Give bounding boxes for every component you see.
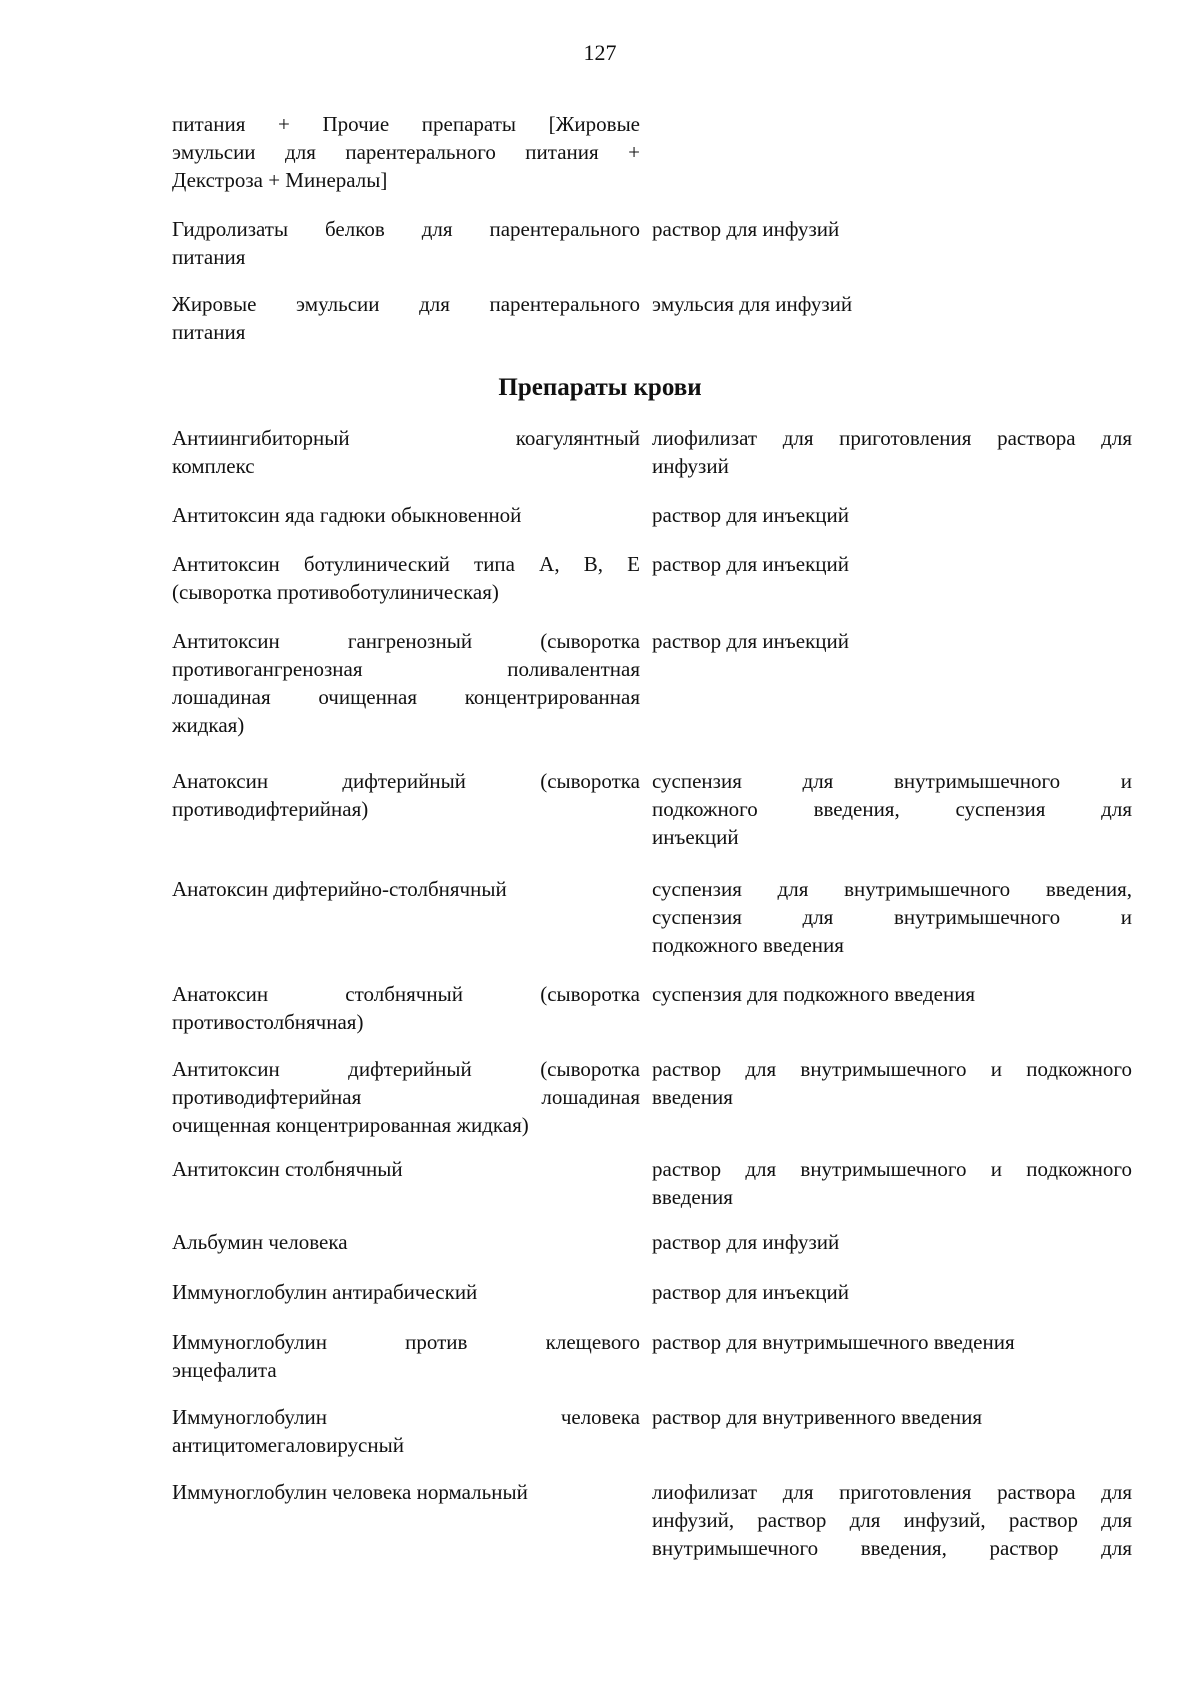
dosage-form — [652, 501, 1132, 529]
drug-name-line: питания — [172, 320, 246, 344]
drug-name-line: питания + Прочие препараты [Жировые — [172, 112, 640, 136]
drug-name — [172, 627, 640, 739]
dosage-form-line: раствор для внутримышечного введения — [652, 1330, 1015, 1354]
drug-name-line: Жировые эмульсии для парентерального — [172, 292, 640, 316]
drug-name — [172, 501, 640, 529]
dosage-form — [652, 1278, 1132, 1306]
drug-name-line: очищенная концентрированная жидкая) — [172, 1113, 529, 1137]
dosage-form — [652, 424, 1132, 480]
dosage-form-line: лиофилизат для приготовления раствора для — [652, 1480, 1132, 1504]
drug-name-line: комплекс — [172, 454, 255, 478]
drug-name-line: Декстроза + Минералы] — [172, 168, 388, 192]
dosage-form-line: суспензия для внутримышечного введения, — [652, 877, 1132, 901]
drug-name-line: Антиингибиторный коагулянтный — [172, 426, 640, 450]
section-title: Препараты крови — [498, 374, 702, 401]
drug-name-line: Иммуноглобулин антирабический — [172, 1280, 478, 1304]
dosage-form-line: суспензия для внутримышечного и — [652, 769, 1132, 793]
drug-name — [172, 980, 640, 1036]
drug-name — [172, 1328, 640, 1384]
drug-name — [172, 1403, 640, 1459]
drug-name-line: Иммуноглобулин человека — [172, 1405, 640, 1429]
drug-name-line: Анатоксин дифтерийный (сыворотка — [172, 769, 640, 793]
dosage-form — [652, 1328, 1132, 1356]
dosage-form-line: раствор для инфузий — [652, 1230, 840, 1254]
drug-name-line: противогангренозная поливалентная — [172, 657, 640, 681]
drug-name — [172, 875, 640, 903]
drug-name — [172, 1155, 640, 1183]
drug-name-line: противодифтерийная) — [172, 797, 369, 821]
dosage-form-line: подкожного введения — [652, 933, 844, 957]
drug-name-line: антицитомегаловирусный — [172, 1433, 404, 1457]
dosage-form — [652, 290, 1132, 318]
drug-name-line: (сыворотка противоботулиническая) — [172, 580, 499, 604]
dosage-form-line: раствор для инфузий — [652, 217, 840, 241]
drug-name — [172, 1478, 640, 1506]
dosage-form — [652, 1403, 1132, 1431]
dosage-form-line: лиофилизат для приготовления раствора для — [652, 426, 1132, 450]
dosage-form — [652, 550, 1132, 578]
dosage-form-line: раствор для инъекций — [652, 552, 849, 576]
drug-name-line: Антитоксин ботулинический типа А, В, Е — [172, 552, 640, 576]
drug-name-line: жидкая) — [172, 713, 245, 737]
drug-name-line: Альбумин человека — [172, 1230, 348, 1254]
dosage-form-line: раствор для внутривенного введения — [652, 1405, 983, 1429]
dosage-form — [652, 1478, 1132, 1562]
drug-name-line: Антитоксин гангренозный (сыворотка — [172, 629, 640, 653]
dosage-form-line: раствор для инъекций — [652, 1280, 849, 1304]
drug-name-line: энцефалита — [172, 1358, 277, 1382]
drug-name-line: Анатоксин дифтерийно-столбнячный — [172, 877, 507, 901]
drug-name — [172, 110, 640, 194]
dosage-form-line: эмульсия для инфузий — [652, 292, 853, 316]
dosage-form-line: суспензия для подкожного введения — [652, 982, 976, 1006]
dosage-form — [652, 627, 1132, 655]
dosage-form — [652, 980, 1132, 1008]
drug-name-line: противодифтерийная лошадиная — [172, 1085, 640, 1109]
drug-name-line: Иммуноглобулин человека нормальный — [172, 1480, 528, 1504]
dosage-form-line: раствор для внутримышечного и подкожного — [652, 1157, 1132, 1181]
dosage-form-line: внутримышечного введения, раствор для — [652, 1536, 1132, 1560]
dosage-form-line: введения — [652, 1185, 733, 1209]
dosage-form-line: инъекций — [652, 825, 739, 849]
dosage-form-line: инфузий, раствор для инфузий, раствор для — [652, 1508, 1132, 1532]
dosage-form-line: подкожного введения, суспензия для — [652, 797, 1132, 821]
drug-name-line: Антитоксин дифтерийный (сыворотка — [172, 1057, 640, 1081]
drug-name — [172, 1228, 640, 1256]
drug-name — [172, 550, 640, 606]
drug-name — [172, 215, 640, 271]
drug-name-line: эмульсии для парентерального питания + — [172, 140, 640, 164]
dosage-form-line: введения — [652, 1085, 733, 1109]
drug-name-line: Гидролизаты белков для парентерального — [172, 217, 640, 241]
dosage-form-line: суспензия для внутримышечного и — [652, 905, 1132, 929]
dosage-form-line: раствор для инъекций — [652, 629, 849, 653]
page-number: 127 — [583, 40, 617, 65]
dosage-form — [652, 767, 1132, 851]
drug-name-line: противостолбнячная) — [172, 1010, 364, 1034]
dosage-form — [652, 1055, 1132, 1111]
drug-name-line: Антитоксин столбнячный — [172, 1157, 403, 1181]
drug-name-line: Иммуноглобулин против клещевого — [172, 1330, 640, 1354]
drug-name — [172, 767, 640, 823]
drug-name — [172, 1278, 640, 1306]
drug-name-line: питания — [172, 245, 246, 269]
dosage-form-line: раствор для внутримышечного и подкожного — [652, 1057, 1132, 1081]
dosage-form-line: инфузий — [652, 454, 729, 478]
drug-name-line: лошадиная очищенная концентрированная — [172, 685, 640, 709]
dosage-form-line: раствор для инъекций — [652, 503, 849, 527]
dosage-form — [652, 1155, 1132, 1211]
drug-name — [172, 1055, 640, 1139]
drug-name-line: Анатоксин столбнячный (сыворотка — [172, 982, 640, 1006]
drug-name-line: Антитоксин яда гадюки обыкновенной — [172, 503, 522, 527]
dosage-form — [652, 875, 1132, 959]
dosage-form — [652, 1228, 1132, 1256]
dosage-form — [652, 215, 1132, 243]
drug-name — [172, 424, 640, 480]
drug-name — [172, 290, 640, 346]
